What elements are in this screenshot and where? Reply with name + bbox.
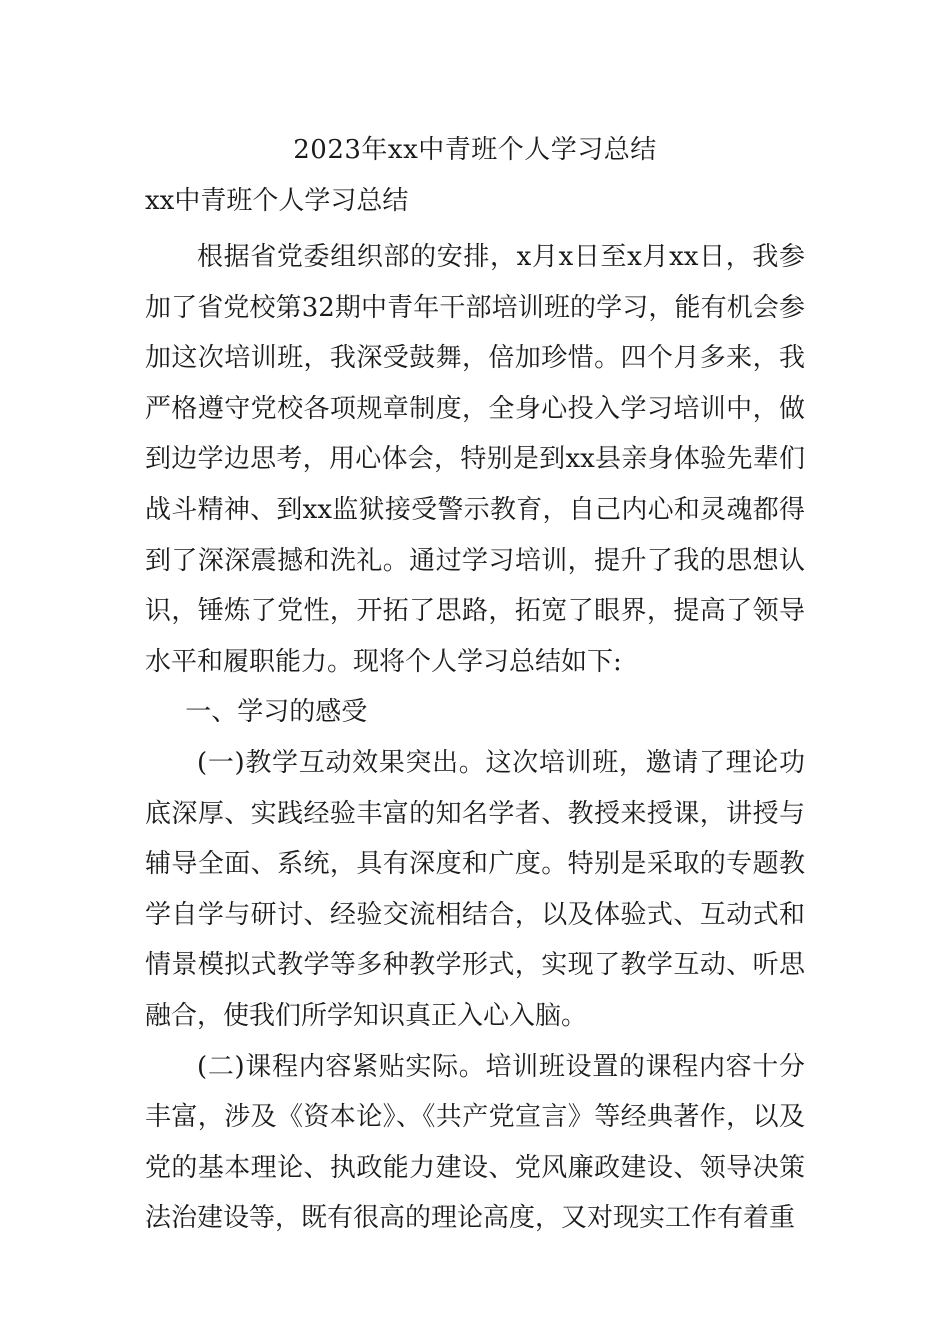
document-subtitle: xx中青班个人学习总结 [145,186,409,216]
paragraph-curriculum: (二)课程内容紧贴实际。培训班设置的课程内容十分丰富，涉及《资本论》、《共产党宣言》等经典著作，以及党的基本理论、执政能力建设、党风廉政建设、领导决策法治建设等，既有很高的理论高度，又对现实工作有着重 [145,1051,805,1234]
section-heading: 一、学习的感受 [185,697,368,728]
document-body [145,232,805,1244]
paragraph-teaching: (一)教学互动效果突出。这次培训班，邀请了理论功底深厚、实践经验丰富的知名学者、教授来授课，讲授与辅导全面、系统，具有深度和广度。特别是采取的专题教学自学与研讨、经验交流相结合，以及体验式、互动式和情景模拟式教学等多种教学形式，实现了教学互动、听思融合，使我们所学知识真正入心入脑。 [145,747,805,1031]
document-title: 2023年xx中青班个人学习总结 [293,135,657,165]
paragraph-intro: 根据省党委组织部的安排，x月x日至x月xx日，我参加了省党校第32期中青年干部培训班的学习，能有机会参加这次培训班，我深受鼓舞，倍加珍惜。四个月多来，我严格遵守党校各项规章制度，全身心投入学习培训中，做到边学边思考，用心体会，特别是到xx县亲身体验先辈们战斗精神、到xx监狱接受警示教育，自己内心和灵魂都得到了深深震撼和洗礼。通过学习培训，提升了我的思想认识，锤炼了党性，开拓了思路，拓宽了眼界，提高了领导水平和履职能力。现将个人学习总结如下: [145,242,805,677]
